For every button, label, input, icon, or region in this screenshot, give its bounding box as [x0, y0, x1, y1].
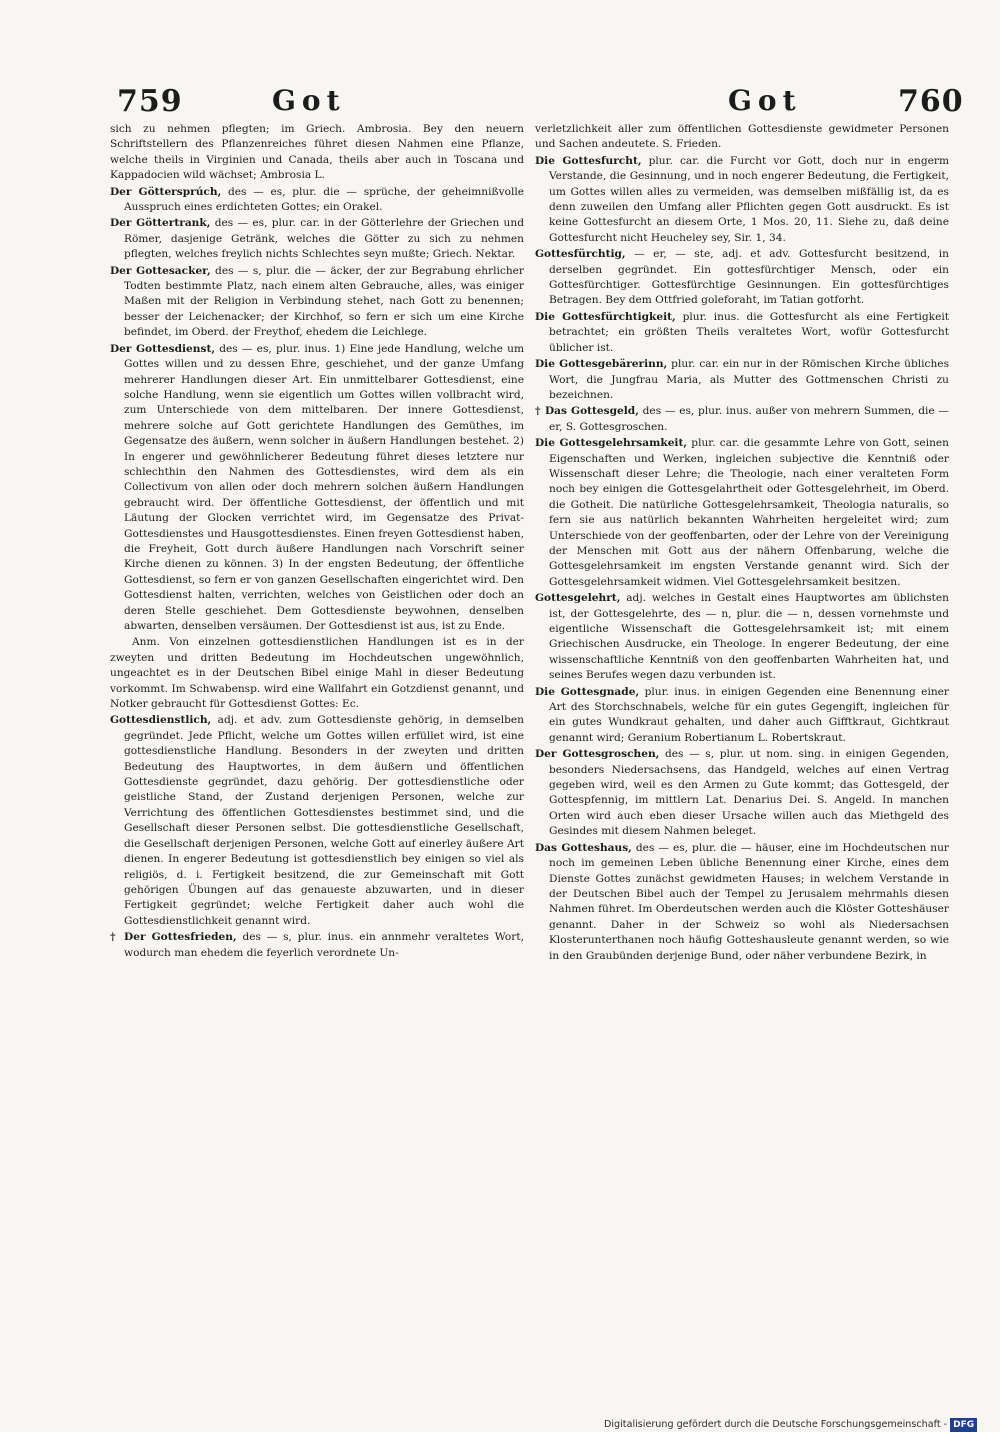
left-column [110, 122, 524, 1212]
dictionary-entry [535, 436, 949, 590]
entry-text: des — es, plur. car. in der Götterlehre der Griechen und Römer, dasjenige Getränk, welches die Götter zu sich zu nehmen pflegten, welches freylich nichts Schlechtes seyn mußte; Griech. Nektar. [124, 217, 524, 261]
entry-headword: Die Gottesgelehrsamkeit, [535, 437, 688, 450]
dictionary-entry [110, 216, 524, 262]
entry-text: adj. welches in Gestalt eines Hauptwortes am üblichsten ist, der Gottesgelehrte, des — n, plur. die — n, dessen vornehmste und eigentliche Wissenschaft die Gottesgelehrsamkeit ist; mit einem Griechischen Ausdrucke, ein Theologe. In engerer Bedeutung, der eine wissenschaftliche Kenntniß von den geoffenbarten Wahrheiten hat, und seines Berufes wegen dazu verbunden ist. [549, 592, 949, 682]
entry-text: — er, — ste, adj. et adv. Gottesfurcht besitzend, in derselben gegründet. Ein gottesfürchtiger Mensch, oder ein Gottesfürchtiger. Gottesfürchtige Gesinnungen. Ein gottesfürchtiges Betragen. Bey dem Ottfried goleforaht, im Tatian gotforht. [549, 248, 949, 307]
entry-text: plur. car. ein nur in der Römischen Kirche übliches Wort, die Jungfrau Maria, als Mutter des Gottmenschen Christi zu bezeichnen. [549, 358, 949, 401]
entry-text: des — es, plur. inus. 1) Eine jede Handlung, welche um Gottes willen und zu dessen Ehre, geschiehet, und der ganze Umfang mehrerer Handlungen dieser Art. Ein unmittelbarer Gottesdienst, eine solche Handlung, wenn sie eigentlich um Gottes willen vollbracht wird, zum Unterschiede von dem mittelbaren. Der innere Gottesdienst, mehrere solche auf Gott gerichtete Handlungen des Gemüthes, im Gegensatze des äußern, wenn solcher in äußern Handlungen bestehet. 2) In engerer und gewöhnlicherer Bedeutung führet dieses letztere nur schlechthin den Nahmen des Gottesdienstes, wird dem als ein Collectivum von allen oder doch mehrern solchen äußern Handlungen gebraucht wird. Der öffentliche Gottesdienst, der öffentlich und mit Läutung der Glocken verrichtet wird, im Gegensatze des Privat-Gottesdienstes und Hausgottesdienstes. Einen freyen Gottesdienst haben, die Freyheit, Gott durch äußere Handlungen nach Vorschrift seiner Kirche dienen zu können. 3) In der engsten Bedeutung, der öffentliche Gottesdienst, so fern er von ganzen Gesellschaften eingerichtet wird. Den Gottesdienst halten, verrichten, welches von Geistlichen oder doch an deren Stelle geschiehet. Dem Gottesdienste beywohnen, denselben abwarten, denselben versäumen. Der Gottesdienst ist aus, ist zu Ende. [124, 342, 524, 632]
dictionary-entry [535, 122, 949, 153]
dictionary-entry [535, 247, 949, 309]
entry-headword: † Das Gottesgeld, [535, 405, 639, 418]
entry-headword: Die Gottesgebärerinn, [535, 358, 668, 371]
footer-credit [604, 1418, 994, 1432]
dictionary-entry [535, 310, 949, 356]
dictionary-entry [535, 685, 949, 747]
dictionary-entry [535, 357, 949, 403]
entry-headword: Die Gottesfürchtigkeit, [535, 310, 676, 323]
entry-text: adj. et adv. zum Gottesdienste gehörig, in demselben gegründet. Jede Pflicht, welche um Gottes willen erfüllet wird, ist eine gottesdienstliche Handlung. Besonders in der zweyten und dritten Bedeutung des Hauptwortes, in dem äußern und öffentlichen Gottesdienste gegründet, dazu gehörig. Der gottesdienstliche oder geistliche Stand, der Zustand derjenigen Personen, welche zur Verrichtung des öffentlichen Gottesdienstes bestimmet sind, und die Gesellschaft dieser Personen selbst. Die gottesdienstliche Gesellschaft, die Gesellschaft derjenigen Personen, welche Gott auf einerley äußere Art dienen. In engerer Bedeutung ist gottesdienstlich bey einigen so viel als religiös, d. i. Fertigkeit besitzend, die zur Gemeinschaft mit Gott gehörigen Übungen auf das genaueste abzuwarten, und in dieser Fertigkeit gegründet; welche Fertigkeit daher auch wohl die Gottesdienstlichkeit genannt wird. [124, 714, 524, 927]
entry-headword: Das Gotteshaus, [535, 841, 632, 854]
dictionary-entry [535, 591, 949, 683]
dictionary-entry [110, 122, 524, 184]
dictionary-entry [110, 635, 524, 712]
dictionary-entry [110, 264, 524, 341]
entry-text: des — es, plur. die — häuser, eine im Hochdeutschen nur noch im gemeinen Leben übliche Benennung einer Kirche, eines dem Dienste Gottes zunächst gewidmeten Hauses; in welchem Verstande in der Deutschen Bibel auch der Tempel zu Jerusalem mehrmahls diesen Nahmen führet. Im Oberdeutschen werden auch die Klöster Gotteshäuser genannt. Daher in der Schweiz so wohl als Niedersachsen Klosterunterthanen noch häufig Gotteshausleute genannt werden, so wie in den Graubünden derjenige Bund, oder näher verbundene Bezirk, in [549, 841, 949, 962]
entry-headword: † Der Gottesfrieden, [110, 931, 237, 944]
entry-headword: Der Gottesacker, [110, 264, 211, 277]
entry-text: Anm. Von einzelnen gottesdienstlichen Handlungen ist es in der zweyten und dritten Bedeutung im Hochdeutschen ungewöhnlich, ungeachtet es in der Deutschen Bibel einige Mahl in dieser Bedeutung vorkommt. Im Schwabensp. wird eine Wallfahrt ein Gotzdienst genannt, und Notker gebraucht für Gottesdienst Gottes: Ec. [110, 636, 524, 711]
dictionary-entry [110, 342, 524, 635]
entry-headword: Gottesdienstlich, [110, 714, 212, 727]
entry-headword: Der Gottesdienst, [110, 342, 216, 355]
dictionary-entry [110, 185, 524, 216]
dictionary-entry [535, 841, 949, 964]
dictionary-entry [535, 404, 949, 435]
entry-headword: Die Gottesfurcht, [535, 154, 642, 167]
entry-text: plur. inus. die Gottesfurcht als eine Fertigkeit betrachtet; ein größten Theils veraltetes Wort, wofür Gottesfurcht üblicher ist. [549, 310, 949, 354]
entry-text: sich zu nehmen pflegten; im Griech. Ambrosia. Bey den neuern Schriftstellern des Pflanzenreiches führet diesen Nahmen eine Pflanze, welche theils in Virginien und Canada, theils aber auch in Toscana und Kappadocien wild wächset; Ambrosia L. [110, 123, 524, 182]
entry-headword: Gottesgelehrt, [535, 592, 621, 605]
page-number-left: 759 [117, 84, 183, 119]
right-column [535, 122, 949, 1212]
dictionary-entry [535, 154, 949, 246]
entry-text: des — es, plur. die — sprüche, der geheimnißvolle Ausspruch eines erdichteten Gottes; ein Orakel. [124, 185, 524, 214]
page-number-right: 760 [898, 84, 964, 119]
entry-text: plur. car. die gesammte Lehre von Gott, seinen Eigenschaften und Werken, ingleichen subjective die Kenntniß oder Wissenschaft dieser Lehre; die Theologie, nach einer veralteten Form noch bey einigen die Gottesgelahrtheit oder Gottesgelehrheit, im Oberd. die Gotheit. Die natürliche Gottesgelehrsamkeit, Theologia naturalis, so fern sie aus natürlich bekannten Wahrheiten hergeleitet wird; zum Unterschiede von der geoffenbarten, oder der Lehre von der Vereinigung der Menschen mit Gott aus der nähern Offenbarung, welche die Gottesgelehrsamkeit im engsten Verstande genannt wird. Sich der Gottesgelehrsamkeit widmen. Viel Gottesgelehrsamkeit besitzen. [549, 437, 949, 588]
entry-text: des — es, plur. inus. außer von mehrern Summen, die — er, S. Gottesgroschen. [549, 405, 949, 433]
entry-text: plur. car. die Furcht vor Gott, doch nur in engerm Verstande, die Gesinnung, und in noch engerer Bedeutung, die Fertigkeit, um Gottes willen alles zu vermeiden, was demselben mißfällig ist, da es denn zuweilen den Umfang aller Pflichten gegen Gott ausdruckt. Es ist keine Gottesfurcht an diesem Orte, 1 Mos. 20, 11. Siehe zu, daß deine Gottesfurcht nicht Heucheley sey, Sir. 1, 34. [549, 154, 949, 244]
running-head-left: Got [272, 84, 346, 117]
entry-headword: Der Göttersprúch, [110, 185, 222, 198]
dfg-logo: DFG [950, 1418, 977, 1432]
running-head-right: Got [728, 84, 802, 117]
entry-text: plur. inus. in einigen Gegenden eine Benennung einer Art des Storchschnabels, welche für ein gutes Gegengift, ingleichen für ein gutes Wundkraut gehalten, und daher auch Gifftkraut, Gichtkraut genannt wird; Geranium Robertianum L. Robertskraut. [549, 685, 949, 744]
entry-headword: Gottesfürchtig, [535, 248, 626, 261]
entry-text: des — s, plur. ut nom. sing. in einigen Gegenden, besonders Niedersachsens, das Handgeld, welches auf einen Vertrag gegeben wird, weil es den Armen zu Gute kommt; das Gottesgeld, der Gottespfennig, im mittlern Lat. Denarius Dei. S. Angeld. In manchen Orten wird auch eben dieser Ursache willen auch das Miethgeld des Gesindes mit diesem Nahmen beleget. [549, 748, 949, 838]
entry-headword: Die Gottesgnade, [535, 685, 640, 698]
entry-headword: Der Göttertrank, [110, 217, 211, 230]
dictionary-entry [110, 930, 524, 961]
entry-text: verletzlichkeit aller zum öffentlichen Gottesdienste gewidmeter Personen und Sachen andeutete. S. Frieden. [535, 123, 949, 151]
entry-text: des — s, plur. inus. ein annmehr veraltetes Wort, wodurch man ehedem die feyerlich verordnete Un- [124, 931, 524, 959]
entry-headword: Der Gottesgroschen, [535, 748, 660, 761]
dictionary-entry [110, 713, 524, 929]
entry-text: des — s, plur. die — äcker, der zur Begrabung ehrlicher Todten bestimmte Platz, nach einem alten Gebrauche, alles, was einiger Maßen mit der Religion in Verbindung stehet, nach Gott zu benennen; besser der Leichenacker; der Kirchhof, so fern er sich um eine Kirche befindet, im Oberd. der Freythof, ehedem die Leichlege. [124, 264, 524, 339]
footer-text: Digitalisierung gefördert durch die Deutsche Forschungsgemeinschaft - [604, 1419, 948, 1430]
dictionary-entry [535, 747, 949, 839]
